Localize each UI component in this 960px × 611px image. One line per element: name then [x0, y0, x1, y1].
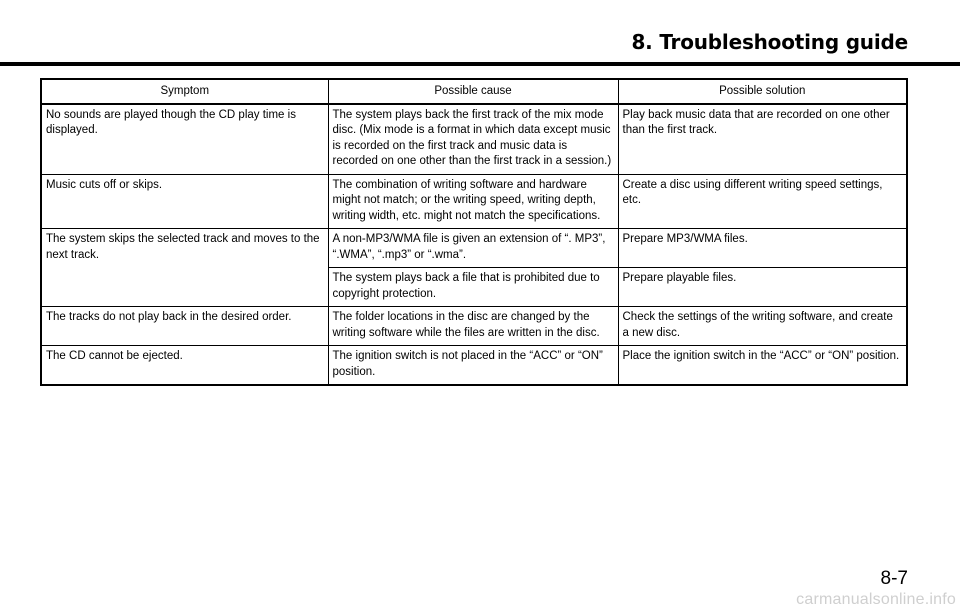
symptom-cell: No sounds are played though the CD play time is displayed.: [41, 104, 328, 175]
solution-cell: Prepare MP3/WMA files.: [618, 229, 907, 268]
solution-cell: Place the ignition switch in the “ACC” or “ON” position.: [618, 346, 907, 386]
page-number: 8-7: [880, 568, 908, 589]
solution-cell: Prepare playable files.: [618, 268, 907, 307]
table-row: [41, 174, 907, 229]
symptom-cell: The CD cannot be ejected.: [41, 346, 328, 386]
cause-cell: The combination of writing software and hardware might not match; or the writing speed, writing depth, writing width, etc. might not match the specifications.: [328, 174, 618, 229]
cause-cell: The folder locations in the disc are changed by the writing software while the files are written in the disc.: [328, 307, 618, 346]
solution-cell: Play back music data that are recorded on one other than the first track.: [618, 104, 907, 175]
solution-cell: Check the settings of the writing software, and create a new disc.: [618, 307, 907, 346]
watermark: carmanualsonline.info: [796, 591, 956, 608]
troubleshooting-table: [40, 78, 908, 386]
cause-cell: A non-MP3/WMA file is given an extension of “. MP3”, “.WMA”, “.mp3” or “.wma”.: [328, 229, 618, 268]
title-rule: [0, 62, 960, 66]
table-row: [41, 104, 907, 175]
cause-cell: The system plays back a file that is prohibited due to copyright protection.: [328, 268, 618, 307]
cause-cell: The ignition switch is not placed in the “ACC” or “ON” position.: [328, 346, 618, 386]
section-title: 8. Troubleshooting guide: [631, 30, 908, 54]
table-row: [41, 307, 907, 346]
column-header-solution: Possible solution: [618, 79, 907, 104]
symptom-cell: The tracks do not play back in the desired order.: [41, 307, 328, 346]
symptom-cell: The system skips the selected track and moves to the next track.: [41, 229, 328, 307]
symptom-cell: Music cuts off or skips.: [41, 174, 328, 229]
cause-cell: The system plays back the first track of the mix mode disc. (Mix mode is a format in which data except music is recorded on the first track and music data is recorded on one other than the first track in a session.): [328, 104, 618, 175]
column-header-symptom: Symptom: [41, 79, 328, 104]
solution-cell: Create a disc using different writing speed settings, etc.: [618, 174, 907, 229]
table-row: [41, 346, 907, 386]
table-row: [41, 229, 907, 268]
table-header-row: [41, 79, 907, 104]
column-header-cause: Possible cause: [328, 79, 618, 104]
